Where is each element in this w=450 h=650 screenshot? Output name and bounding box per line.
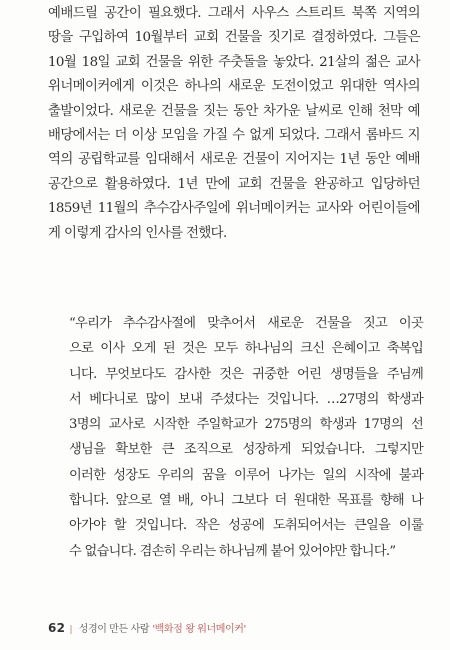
footer-separator: | (69, 625, 73, 635)
quote-line: 니다. 무엇보다도 감사한 것은 귀중한 어린 생명들을 주님께 (69, 366, 423, 382)
page-number: 62 (48, 621, 66, 635)
book-subtitle: '백화점 왕 워너메이커' (152, 624, 246, 635)
quote-line: 3명의 교사로 시작한 주일학교가 275명의 학생과 17명의 선 (69, 417, 423, 433)
quote-line: 합니다. 앞으로 열 배, 아니 그보다 더 원대한 목표를 향해 나 (69, 493, 423, 509)
body-line: 게 이렇게 감사의 인사를 전했다. (48, 225, 227, 241)
body-line: 10월 18일 교회 건물을 위한 주춧돌을 놓았다. 21살의 젊은 교사 (48, 54, 420, 70)
quote-line: “우리가 추수감사절에 맞추어서 새로운 건물을 짓고 이곳 (69, 316, 423, 331)
quote-line: 서 베다니로 많이 보내 주셨다는 것입니다. …27명의 학생과 (69, 391, 423, 407)
quote-block (69, 311, 423, 564)
body-line: 공간으로 활용하였다. 1년 만에 교회 건물을 완공하고 입당하던 (48, 176, 420, 192)
body-line: 역의 공립학교를 임대해서 새로운 건물이 지어지는 1년 동안 예배 (48, 152, 420, 168)
page-footer (48, 620, 246, 635)
quote-line: 수 없습니다. 겸손히 우리는 하나님께 붙어 있어야만 합니다.” (69, 543, 396, 559)
quote-line: 이러한 성장도 우리의 꿈을 이루어 나가는 일의 시작에 불과 (69, 467, 423, 483)
book-title: 성경이 만든 사람 (78, 624, 150, 635)
quote-line: 아가야 할 것입니다. 작은 성공에 도취되어서는 큰일을 이룰 (69, 518, 423, 534)
quote-line: 으로 이사 오게 된 것은 모두 하나님의 크신 은혜이고 축복입 (69, 341, 423, 357)
quote-line: 생님을 확보한 큰 조직으로 성장하게 되었습니다. 그렇지만 (69, 442, 423, 458)
body-line: 위너메이커에게 이것은 하나의 새로운 도전이었고 위대한 역사의 (48, 79, 420, 95)
body-line: 출발이었다. 새로운 건물을 짓는 동안 차가운 날씨로 인해 천막 예 (48, 103, 420, 119)
body-line: 1859년 11월의 추수감사주일에 위너메이커는 교사와 어린이들에 (48, 201, 420, 217)
body-line: 예배드릴 공간이 필요했다. 그래서 사우스 스트리트 북쪽 지역의 (48, 6, 420, 21)
body-line: 배당에서는 더 이상 모임을 가질 수 없게 되었다. 그래서 롬바드 지 (48, 128, 420, 144)
body-paragraph (48, 2, 420, 246)
body-line: 땅을 구입하여 10월부터 교회 건물을 짓기로 결정하였다. 그들은 (48, 30, 420, 46)
